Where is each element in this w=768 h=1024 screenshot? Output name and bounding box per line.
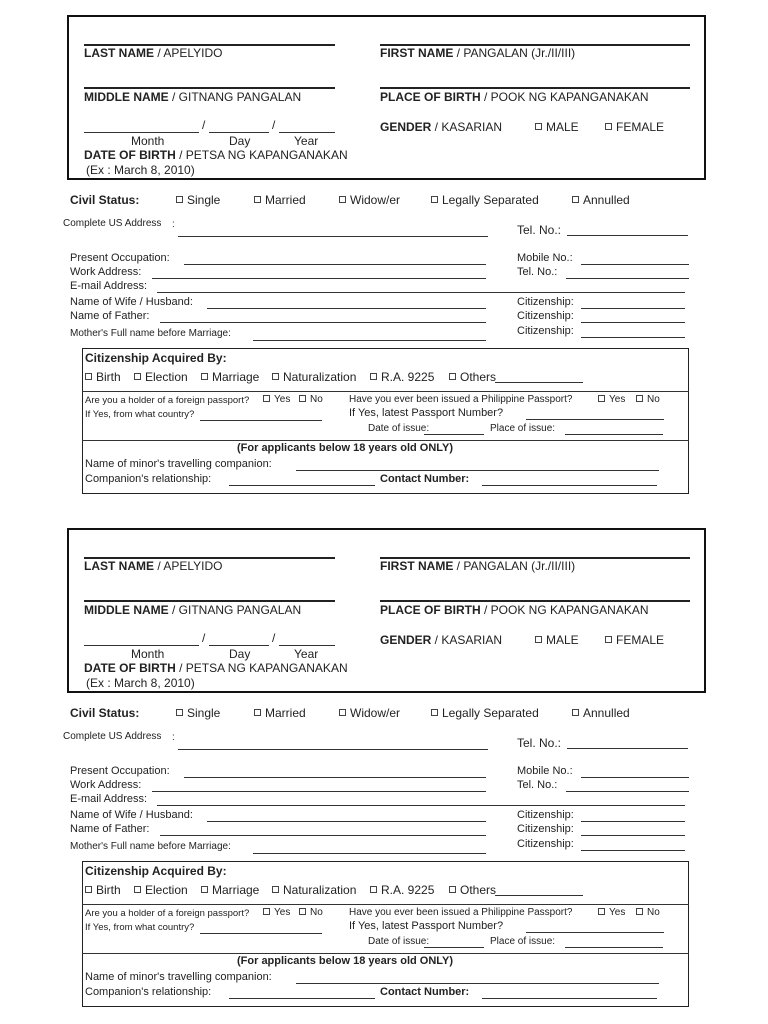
- gender-label: GENDER / KASARIAN: [380, 120, 503, 134]
- acquired-naturalization-option[interactable]: Naturalization: [272, 370, 356, 384]
- birth-year-field[interactable]: [279, 645, 335, 646]
- section-divider: [82, 904, 689, 905]
- birth-month-field[interactable]: [84, 132, 199, 133]
- first-name-label: FIRST NAME / PANGALAN (Jr./II/III): [380, 46, 576, 60]
- month-caption: Month: [131, 647, 165, 661]
- us-address-field[interactable]: [178, 236, 488, 237]
- checkbox-icon: [176, 709, 183, 716]
- latest-passport-field[interactable]: [526, 932, 664, 933]
- middle-name-field[interactable]: [84, 87, 335, 89]
- foreign-country-field[interactable]: [200, 420, 322, 421]
- foreign-passport-question: Are you a holder of a foreign passport?: [85, 908, 250, 919]
- spouse-label: Name of Wife / Husband:: [70, 296, 193, 308]
- occupation-field[interactable]: [184, 264, 486, 265]
- gender-label: GENDER / KASARIAN: [380, 633, 503, 647]
- civil-separated-option[interactable]: Legally Separated: [431, 706, 539, 720]
- civil-married-option[interactable]: Married: [254, 706, 306, 720]
- checkbox-icon: [176, 196, 183, 203]
- civil-status-label: Civil Status:: [70, 193, 140, 207]
- date-separator: /: [202, 118, 206, 132]
- work-tel-label: Tel. No.:: [517, 779, 558, 791]
- work-tel-field[interactable]: [566, 791, 689, 792]
- father-field[interactable]: [160, 322, 486, 323]
- contact-number-label: Contact Number:: [380, 986, 470, 998]
- foreign-country-field[interactable]: [200, 933, 322, 934]
- email-label: E-mail Address:: [70, 280, 148, 292]
- place-of-birth-field[interactable]: [380, 600, 690, 602]
- tel-label: Tel. No.:: [517, 736, 562, 750]
- date-of-birth-label: DATE OF BIRTH / PETSA NG KAPANGANAKAN: [84, 148, 348, 162]
- mother-label: Mother's Full name before Marriage:: [70, 841, 231, 852]
- acquired-others-field[interactable]: [495, 382, 583, 383]
- civil-married-option[interactable]: Married: [254, 193, 306, 207]
- civil-annulled-option[interactable]: Annulled: [572, 193, 630, 207]
- birth-month-field[interactable]: [84, 645, 199, 646]
- civil-separated-option[interactable]: Legally Separated: [431, 193, 539, 207]
- relationship-label: Companion's relationship:: [85, 986, 212, 998]
- tel-field[interactable]: [567, 748, 688, 749]
- checkbox-icon: [254, 196, 261, 203]
- checkbox-icon: [572, 196, 579, 203]
- occupation-label: Present Occupation:: [70, 252, 170, 264]
- checkbox-icon: [134, 886, 141, 893]
- checkbox-icon: [449, 373, 456, 380]
- checkbox-icon: [598, 395, 605, 402]
- mother-citizenship-field[interactable]: [581, 850, 685, 851]
- place-of-birth-label: PLACE OF BIRTH / POOK NG KAPANGANAKAN: [380, 603, 649, 617]
- checkbox-icon: [572, 709, 579, 716]
- section-divider: [82, 440, 689, 441]
- application-form-2: [0, 513, 768, 1024]
- checkbox-icon: [598, 908, 605, 915]
- ph-passport-yes[interactable]: Yes: [598, 907, 625, 918]
- middle-name-field[interactable]: [84, 600, 335, 602]
- email-field[interactable]: [157, 292, 685, 293]
- checkbox-icon: [299, 908, 306, 915]
- acquired-others-field[interactable]: [495, 895, 583, 896]
- spouse-field[interactable]: [207, 308, 486, 309]
- date-of-issue-field[interactable]: [424, 947, 484, 948]
- latest-passport-field[interactable]: [526, 419, 664, 420]
- mobile-label: Mobile No.:: [517, 765, 573, 777]
- gender-male-option[interactable]: MALE: [535, 633, 579, 647]
- work-address-label: Work Address:: [70, 779, 142, 791]
- citizenship-acquired-title: Citizenship Acquired By:: [85, 351, 227, 365]
- checkbox-icon: [535, 123, 542, 130]
- place-of-issue-field[interactable]: [565, 434, 663, 435]
- civil-single-option[interactable]: Single: [176, 706, 220, 720]
- mother-citizenship-label: Citizenship:: [517, 838, 574, 850]
- ph-passport-question: Have you ever been issued a Philippine Passport?: [349, 394, 573, 405]
- day-caption: Day: [229, 647, 251, 661]
- father-citizenship-field[interactable]: [581, 835, 685, 836]
- place-of-birth-field[interactable]: [380, 87, 690, 89]
- us-address-colon: :: [172, 219, 175, 230]
- ph-passport-no[interactable]: No: [636, 394, 660, 405]
- last-name-label: LAST NAME / APELYIDO: [84, 46, 223, 60]
- acquired-marriage-option[interactable]: Marriage: [201, 370, 259, 384]
- acquired-ra9225-option[interactable]: R.A. 9225: [370, 883, 434, 897]
- checkbox-icon: [134, 373, 141, 380]
- acquired-election-option[interactable]: Election: [134, 883, 188, 897]
- checkbox-icon: [370, 373, 377, 380]
- foreign-passport-yes[interactable]: Yes: [263, 394, 290, 405]
- spouse-citizenship-field[interactable]: [581, 821, 685, 822]
- ph-passport-question: Have you ever been issued a Philippine Passport?: [349, 907, 573, 918]
- father-citizenship-field[interactable]: [581, 322, 685, 323]
- us-address-field[interactable]: [178, 749, 488, 750]
- mobile-field[interactable]: [581, 264, 689, 265]
- checkbox-icon: [299, 395, 306, 402]
- birth-year-field[interactable]: [279, 132, 335, 133]
- date-of-birth-example: (Ex : March 8, 2010): [86, 676, 195, 690]
- work-address-label: Work Address:: [70, 266, 142, 278]
- year-caption: Year: [294, 647, 319, 661]
- year-caption: Year: [294, 134, 319, 148]
- date-of-issue-field[interactable]: [424, 434, 484, 435]
- gender-male-option[interactable]: MALE: [535, 120, 579, 134]
- occupation-label: Present Occupation:: [70, 765, 170, 777]
- checkbox-icon: [254, 709, 261, 716]
- acquired-election-option[interactable]: Election: [134, 370, 188, 384]
- checkbox-icon: [605, 123, 612, 130]
- latest-passport-question: If Yes, latest Passport Number?: [349, 407, 504, 419]
- tel-label: Tel. No.:: [517, 223, 562, 237]
- latest-passport-question: If Yes, latest Passport Number?: [349, 920, 504, 932]
- middle-name-label: MIDDLE NAME / GITNANG PANGALAN: [84, 90, 302, 104]
- civil-single-option[interactable]: Single: [176, 193, 220, 207]
- first-name-label: FIRST NAME / PANGALAN (Jr./II/III): [380, 559, 576, 573]
- relationship-field[interactable]: [229, 485, 375, 486]
- checkbox-icon: [636, 395, 643, 402]
- mother-citizenship-label: Citizenship:: [517, 325, 574, 337]
- mother-citizenship-field[interactable]: [581, 337, 685, 338]
- checkbox-icon: [263, 395, 270, 402]
- spouse-citizenship-label: Citizenship:: [517, 296, 574, 308]
- date-separator: /: [202, 631, 206, 645]
- checkbox-icon: [449, 886, 456, 893]
- gender-female-option[interactable]: FEMALE: [605, 120, 664, 134]
- place-of-issue-label: Place of issue:: [490, 936, 556, 947]
- spouse-citizenship-label: Citizenship:: [517, 809, 574, 821]
- spouse-field[interactable]: [207, 821, 486, 822]
- date-of-birth-example: (Ex : March 8, 2010): [86, 163, 195, 177]
- foreign-passport-no[interactable]: No: [299, 907, 323, 918]
- tel-field[interactable]: [567, 235, 688, 236]
- checkbox-icon: [339, 196, 346, 203]
- checkbox-icon: [201, 373, 208, 380]
- middle-name-label: MIDDLE NAME / GITNANG PANGALAN: [84, 603, 302, 617]
- date-separator: /: [272, 118, 276, 132]
- birth-day-field[interactable]: [209, 132, 269, 133]
- mobile-field[interactable]: [581, 777, 689, 778]
- occupation-field[interactable]: [184, 777, 486, 778]
- last-name-label: LAST NAME / APELYIDO: [84, 559, 223, 573]
- minor-section-header: (For applicants below 18 years old ONLY): [237, 955, 453, 967]
- foreign-passport-no[interactable]: No: [299, 394, 323, 405]
- day-caption: Day: [229, 134, 251, 148]
- spouse-citizenship-field[interactable]: [581, 308, 685, 309]
- companion-label: Name of minor's travelling companion:: [85, 971, 272, 983]
- companion-field[interactable]: [296, 470, 659, 471]
- ph-passport-no[interactable]: No: [636, 907, 660, 918]
- foreign-country-question: If Yes, from what country?: [85, 922, 195, 933]
- civil-status-label: Civil Status:: [70, 706, 140, 720]
- mother-label: Mother's Full name before Marriage:: [70, 328, 231, 339]
- month-caption: Month: [131, 134, 165, 148]
- father-label: Name of Father:: [70, 823, 150, 835]
- us-address-colon: :: [172, 732, 175, 743]
- us-address-label: Complete US Address: [63, 731, 162, 742]
- foreign-country-question: If Yes, from what country?: [85, 409, 195, 420]
- checkbox-icon: [85, 886, 92, 893]
- work-tel-field[interactable]: [566, 278, 689, 279]
- acquired-birth-option[interactable]: Birth: [85, 883, 121, 897]
- work-address-field[interactable]: [152, 791, 486, 792]
- place-of-issue-label: Place of issue:: [490, 423, 556, 434]
- citizenship-acquired-title: Citizenship Acquired By:: [85, 864, 227, 878]
- father-field[interactable]: [160, 835, 486, 836]
- checkbox-icon: [535, 636, 542, 643]
- acquired-others-option[interactable]: Others: [449, 883, 496, 897]
- place-of-birth-label: PLACE OF BIRTH / POOK NG KAPANGANAKAN: [380, 90, 649, 104]
- checkbox-icon: [605, 636, 612, 643]
- contact-number-field[interactable]: [482, 998, 657, 999]
- work-tel-label: Tel. No.:: [517, 266, 558, 278]
- father-citizenship-label: Citizenship:: [517, 310, 574, 322]
- email-label: E-mail Address:: [70, 793, 148, 805]
- civil-widower-option[interactable]: Widow/er: [339, 193, 400, 207]
- checkbox-icon: [339, 709, 346, 716]
- checkbox-icon: [201, 886, 208, 893]
- email-field[interactable]: [157, 805, 685, 806]
- father-label: Name of Father:: [70, 310, 150, 322]
- companion-field[interactable]: [296, 983, 659, 984]
- date-of-birth-label: DATE OF BIRTH / PETSA NG KAPANGANAKAN: [84, 661, 348, 675]
- date-of-issue-label: Date of issue:: [368, 423, 430, 434]
- checkbox-icon: [272, 886, 279, 893]
- section-divider: [82, 953, 689, 954]
- checkbox-icon: [636, 908, 643, 915]
- foreign-passport-yes[interactable]: Yes: [263, 907, 290, 918]
- acquired-ra9225-option[interactable]: R.A. 9225: [370, 370, 434, 384]
- checkbox-icon: [85, 373, 92, 380]
- acquired-naturalization-option[interactable]: Naturalization: [272, 883, 356, 897]
- checkbox-icon: [431, 709, 438, 716]
- date-separator: /: [272, 631, 276, 645]
- spouse-label: Name of Wife / Husband:: [70, 809, 193, 821]
- acquired-marriage-option[interactable]: Marriage: [201, 883, 259, 897]
- civil-annulled-option[interactable]: Annulled: [572, 706, 630, 720]
- minor-section-header: (For applicants below 18 years old ONLY): [237, 442, 453, 454]
- work-address-field[interactable]: [152, 278, 486, 279]
- mother-field[interactable]: [253, 853, 486, 854]
- checkbox-icon: [431, 196, 438, 203]
- contact-number-field[interactable]: [482, 485, 657, 486]
- companion-label: Name of minor's travelling companion:: [85, 458, 272, 470]
- section-divider: [82, 391, 689, 392]
- us-address-label: Complete US Address: [63, 218, 162, 229]
- place-of-issue-field[interactable]: [565, 947, 663, 948]
- mother-field[interactable]: [253, 340, 486, 341]
- foreign-passport-question: Are you a holder of a foreign passport?: [85, 395, 250, 406]
- acquired-birth-option[interactable]: Birth: [85, 370, 121, 384]
- date-of-issue-label: Date of issue:: [368, 936, 430, 947]
- gender-female-option[interactable]: FEMALE: [605, 633, 664, 647]
- checkbox-icon: [263, 908, 270, 915]
- relationship-field[interactable]: [229, 998, 375, 999]
- contact-number-label: Contact Number:: [380, 473, 470, 485]
- mobile-label: Mobile No.:: [517, 252, 573, 264]
- ph-passport-yes[interactable]: Yes: [598, 394, 625, 405]
- relationship-label: Companion's relationship:: [85, 473, 212, 485]
- birth-day-field[interactable]: [209, 645, 269, 646]
- civil-widower-option[interactable]: Widow/er: [339, 706, 400, 720]
- father-citizenship-label: Citizenship:: [517, 823, 574, 835]
- checkbox-icon: [272, 373, 279, 380]
- checkbox-icon: [370, 886, 377, 893]
- acquired-others-option[interactable]: Others: [449, 370, 496, 384]
